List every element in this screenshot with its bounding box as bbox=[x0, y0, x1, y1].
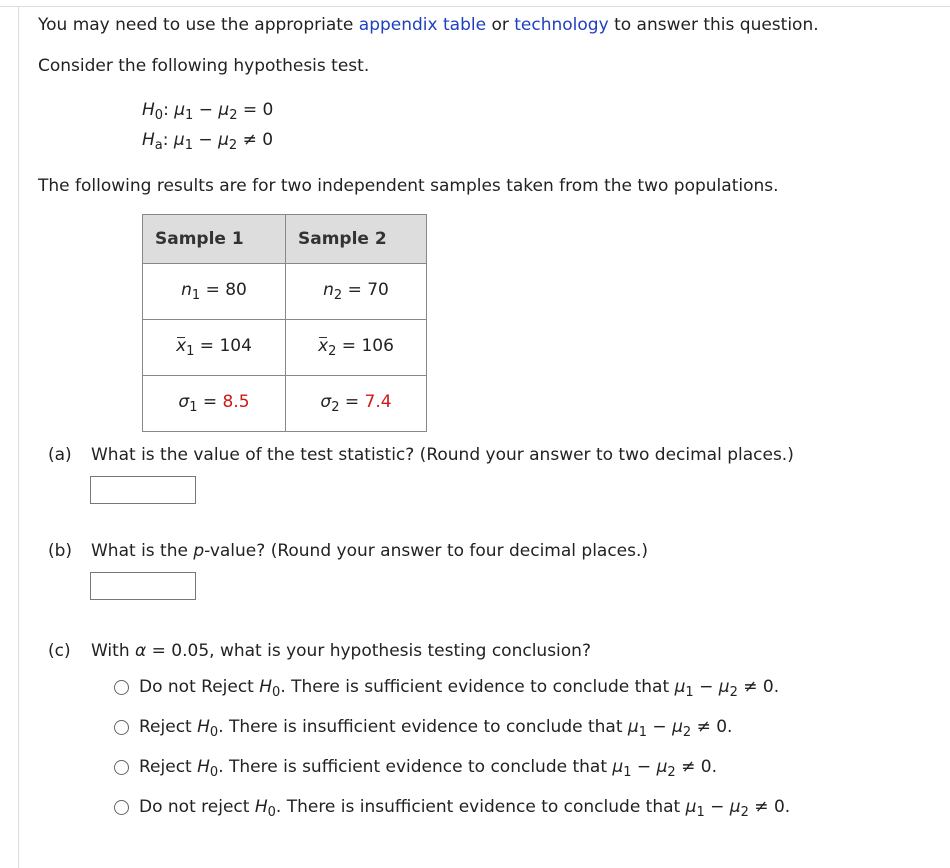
option-4-claim: ≠ 0. bbox=[748, 797, 791, 817]
part-b-q-pre: What is the bbox=[91, 541, 194, 561]
ha-subscript: a bbox=[154, 138, 163, 153]
p-value-input[interactable] bbox=[90, 572, 196, 600]
option-2-lead: Reject bbox=[139, 717, 198, 737]
x2-value: 106 bbox=[361, 336, 394, 356]
part-c-question bbox=[91, 641, 591, 661]
header-sample-2: Sample 2 bbox=[286, 215, 427, 264]
radio-option-4[interactable] bbox=[114, 800, 129, 815]
x1-value: 104 bbox=[219, 336, 252, 356]
cell-sigma1: $\sigma_1 = 8.5$ bbox=[143, 376, 286, 432]
part-c-q-pre: With bbox=[91, 641, 136, 661]
h0-subscript: 0 bbox=[154, 108, 164, 123]
option-1-text[interactable]: Do not Reject $H_0$. There is sufficient evidence to conclude that $\mu_1 - \mu_2 \ne 0$. bbox=[139, 677, 780, 700]
part-b-question bbox=[91, 541, 648, 561]
n1-value: 80 bbox=[225, 280, 247, 300]
option-4-tail: . There is insufficient evidence to conclude that bbox=[275, 797, 686, 817]
alternative-hypothesis: $H_a$: $\mu_1 - \mu_2 \ne 0$ bbox=[142, 130, 274, 153]
radio-option-1[interactable] bbox=[114, 680, 129, 695]
cell-sigma2: $\sigma_2 = 7.4$ bbox=[286, 376, 427, 432]
sigma2-value: 7.4 bbox=[364, 392, 392, 412]
option-3-lead: Reject bbox=[139, 757, 198, 777]
samples-table bbox=[142, 214, 427, 432]
option-2-claim: ≠ 0. bbox=[691, 717, 733, 737]
part-b-label: (b) bbox=[48, 541, 73, 561]
part-a-label: (a) bbox=[48, 445, 72, 465]
cell-n1: $n_1 = 80$ bbox=[143, 264, 286, 320]
radio-option-2[interactable] bbox=[114, 720, 129, 735]
h0-relation: = 0 bbox=[237, 100, 274, 120]
part-c-label: (c) bbox=[48, 641, 71, 661]
left-border bbox=[18, 6, 19, 868]
header-sample-1: Sample 1 bbox=[143, 215, 286, 264]
technology-link[interactable]: technology bbox=[514, 15, 609, 35]
intro-prefix: You may need to use the appropriate bbox=[38, 15, 359, 35]
part-c-q-post: = 0.05, what is your hypothesis testing conclusion? bbox=[146, 641, 591, 661]
option-2-text[interactable]: Reject $H_0$. There is insufficient evidence to conclude that $\mu_1 - \mu_2 \ne 0$. bbox=[139, 717, 733, 740]
option-1-lead: Do not Reject bbox=[139, 677, 260, 697]
intro-text bbox=[38, 15, 819, 35]
option-4-lead: Do not reject bbox=[139, 797, 255, 817]
option-3-tail: . There is sufficient evidence to conclude that bbox=[218, 757, 613, 777]
cell-x1: $x_1 = 104$ bbox=[143, 320, 286, 376]
option-1-claim: ≠ 0. bbox=[737, 677, 780, 697]
option-2-tail: . There is insufficient evidence to conclude that bbox=[218, 717, 628, 737]
n2-value: 70 bbox=[367, 280, 389, 300]
cell-x2: $x_2 = 106$ bbox=[286, 320, 427, 376]
option-3-text[interactable]: Reject $H_0$. There is sufficient evidence to conclude that $\mu_1 - \mu_2 \ne 0$. bbox=[139, 757, 717, 780]
part-a-question: What is the value of the test statistic? (Round your answer to two decimal places.) bbox=[91, 445, 794, 465]
option-4-text[interactable]: Do not reject $H_0$. There is insufficient evidence to conclude that $\mu_1 - \mu_2 \ne 0$. bbox=[139, 797, 791, 820]
part-b-q-p: p bbox=[193, 541, 205, 561]
option-1-tail: . There is sufficient evidence to conclude that bbox=[280, 677, 675, 697]
consider-text: Consider the following hypothesis test. bbox=[38, 56, 370, 76]
alpha-symbol: α bbox=[135, 641, 147, 661]
radio-option-3[interactable] bbox=[114, 760, 129, 775]
intro-suffix: to answer this question. bbox=[608, 15, 819, 35]
sigma1-value: 8.5 bbox=[222, 392, 250, 412]
intro-mid: or bbox=[486, 15, 515, 35]
ha-relation: ≠ 0 bbox=[237, 130, 274, 150]
results-text: The following results are for two independent samples taken from the two populations. bbox=[38, 176, 779, 196]
top-border bbox=[0, 0, 950, 7]
part-b-q-post: -value? (Round your answer to four decimal places.) bbox=[204, 541, 649, 561]
null-hypothesis: $H_0$: $\mu_1 - \mu_2 = 0$ bbox=[142, 100, 274, 123]
appendix-table-link[interactable]: appendix table bbox=[358, 15, 487, 35]
cell-n2: $n_2 = 70$ bbox=[286, 264, 427, 320]
option-3-claim: ≠ 0. bbox=[675, 757, 717, 777]
test-statistic-input[interactable] bbox=[90, 476, 196, 504]
